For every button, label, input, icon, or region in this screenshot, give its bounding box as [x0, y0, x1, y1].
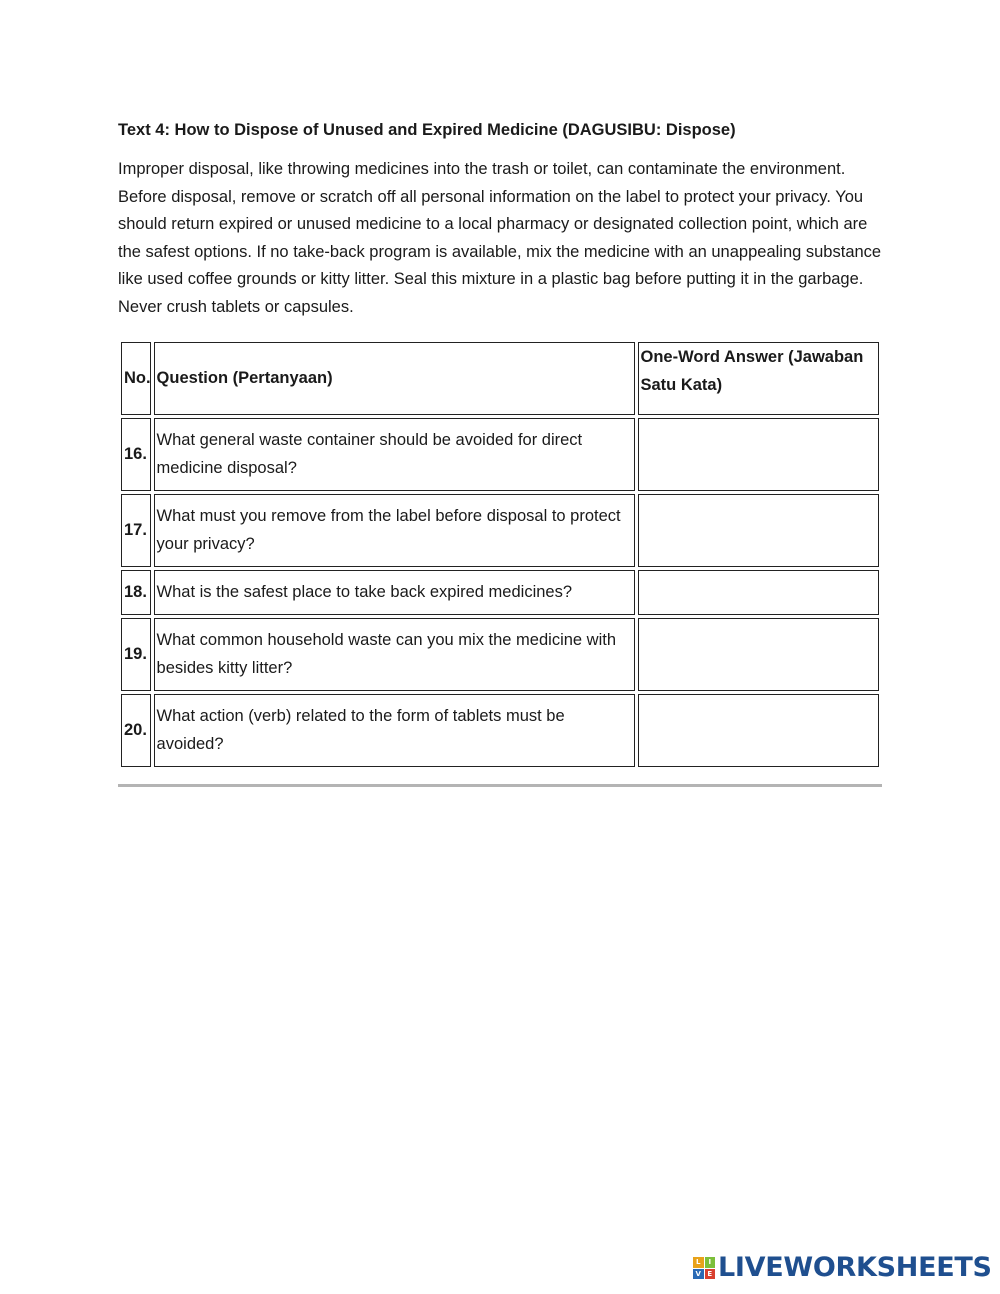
table-row: [121, 618, 879, 691]
logo-mark-letter: E: [705, 1269, 716, 1280]
table-row: [121, 694, 879, 767]
question-text: What general waste container should be avoided for direct medicine disposal?: [154, 418, 635, 491]
answer-field[interactable]: [638, 570, 880, 615]
answer-field[interactable]: [638, 694, 880, 767]
question-text: What action (verb) related to the form of tablets must be avoided?: [154, 694, 635, 767]
question-text: What must you remove from the label before disposal to protect your privacy?: [154, 494, 635, 567]
logo-text: LIVEWORKSHEETS: [718, 1252, 992, 1283]
question-number: 18.: [121, 570, 151, 615]
answer-field[interactable]: [638, 418, 880, 491]
table-row: [121, 494, 879, 567]
worksheet-content: [118, 118, 882, 770]
horizontal-divider: [118, 784, 882, 787]
question-text: What is the safest place to take back expired medicines?: [154, 570, 635, 615]
liveworksheets-logo-icon: [693, 1257, 715, 1279]
logo-mark-letter: L: [693, 1257, 704, 1268]
question-number: 17.: [121, 494, 151, 567]
liveworksheets-logo: [693, 1251, 992, 1285]
table-header-row: [121, 342, 879, 415]
logo-mark-letter: I: [705, 1257, 716, 1268]
table-row: [121, 570, 879, 615]
answer-field[interactable]: [638, 618, 880, 691]
section-title: Text 4: How to Dispose of Unused and Expired Medicine (DAGUSIBU: Dispose): [118, 121, 736, 139]
question-text: What common household waste can you mix the medicine with besides kitty litter?: [154, 618, 635, 691]
header-question: Question (Pertanyaan): [154, 342, 635, 415]
table-row: [121, 418, 879, 491]
section-paragraph: Improper disposal, like throwing medicines into the trash or toilet, can contaminate the environment. Before disposal, remove or scratch off all personal information on the label to protect your privacy. You should return expired or unused medicine to a local pharmacy or designated collection point, which are the safest options. If no take-back program is available, mix the medicine with an unappealing substance like used coffee grounds or kitty litter. Seal this mixture in a plastic bag before putting it in the garbage. Never crush tablets or capsules.: [118, 160, 882, 316]
logo-mark-letter: V: [693, 1269, 704, 1280]
question-number: 19.: [121, 618, 151, 691]
question-table: [118, 339, 882, 770]
header-answer: One-Word Answer (Jawaban Satu Kata): [638, 342, 880, 415]
header-no: No.: [121, 342, 151, 415]
question-number: 20.: [121, 694, 151, 767]
answer-field[interactable]: [638, 494, 880, 567]
question-number: 16.: [121, 418, 151, 491]
